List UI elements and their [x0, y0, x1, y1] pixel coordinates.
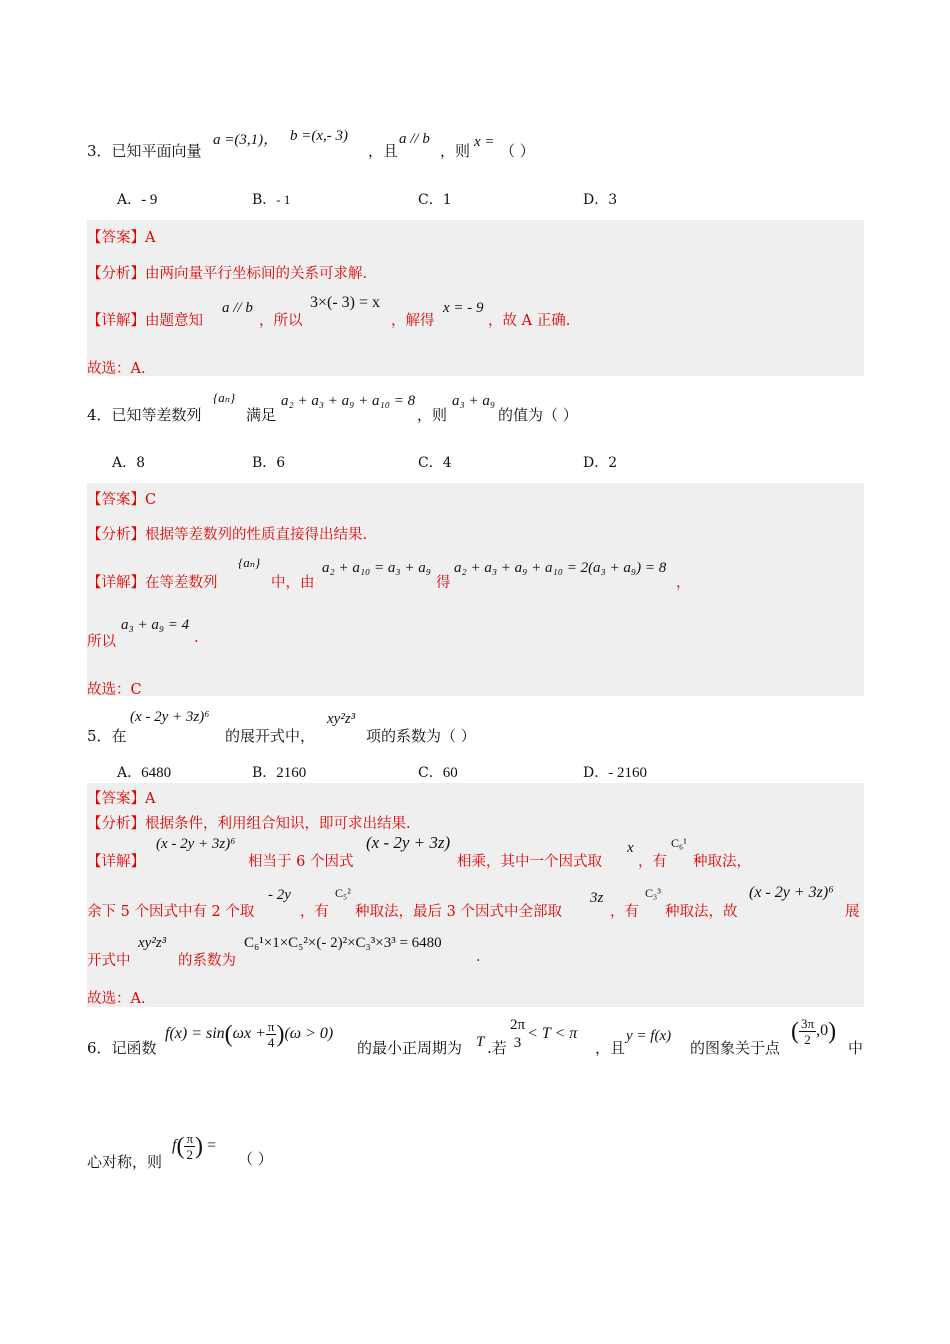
- q6-number: 6．: [87, 1039, 112, 1057]
- q4-detail-eq3: a₃ + a₉ = 4: [121, 617, 190, 633]
- q3-detail-sol: x = - 9: [443, 300, 484, 316]
- q6-stem-d: ，且: [595, 1039, 626, 1057]
- q6-function: f(x) = sin(ωx + $\frac{\pi}{4}$ )(ω > 0): [165, 1018, 334, 1050]
- q5-d2-f: 展: [845, 904, 860, 920]
- q3-option-d: D．3: [583, 192, 618, 208]
- q6-frac-pi-4: $\frac{\pi}{4}$: [267, 1018, 275, 1050]
- q3-option-c: C．1: [418, 192, 452, 208]
- q3-cond: a // b: [399, 131, 430, 147]
- q3-solution-box: [87, 220, 864, 376]
- q3-ask: x =: [474, 134, 495, 150]
- q3-detail-d: ，故 A 正确.: [488, 313, 571, 329]
- q3-vec-a: a =(3,1)，: [213, 132, 279, 148]
- q3-answer: 【答案】A: [87, 230, 156, 246]
- q5-d2-e: 种取法，故: [665, 904, 738, 920]
- q5-analysis: 【分析】根据条件，利用组合知识，即可求出结果.: [87, 816, 411, 832]
- q6-frac-pi-2: $\frac{\pi}{2}$: [186, 1130, 194, 1162]
- q4-option-c: C．4: [418, 455, 452, 471]
- q6-stem: [87, 1037, 157, 1058]
- q4-detail-eq2: a₂ + a₃ + a₉ + a₁₀ = 2(a₃ + a₉) = 8: [454, 560, 667, 576]
- q6-stem-e: 的图象关于点: [690, 1039, 781, 1057]
- q6-f-pi-2: f( $\frac{\pi}{2}$ ) =: [172, 1130, 217, 1162]
- q5-d2-3z: 3z: [590, 890, 604, 906]
- q4-target: a₃ + a₉: [452, 393, 496, 409]
- q3-stem: [87, 140, 202, 161]
- q5-d2-b: ，有: [300, 904, 329, 920]
- q5-option-b: B．2160: [252, 765, 307, 781]
- q4-option-d: D．2: [583, 455, 618, 471]
- q5-choose: 故选：A.: [87, 991, 146, 1007]
- q3-detail-b: ，所以: [259, 313, 303, 329]
- q6-T: T: [476, 1034, 485, 1050]
- q4-detail-e: 所以: [87, 634, 116, 650]
- q5-d1-x: x: [627, 840, 634, 856]
- q6-stem-b: 的最小正周期为: [357, 1039, 463, 1057]
- q3-detail: 【详解】由题意知: [87, 313, 203, 329]
- q5-stem-b: 的展开式中，: [225, 727, 316, 745]
- q4-stem-a: 已知等差数列: [111, 406, 202, 424]
- q6-stem-c: .若: [487, 1039, 507, 1057]
- q6-stem-a: 记函数: [111, 1039, 157, 1057]
- q4-stem-d: 的值为（ ）: [498, 406, 578, 424]
- q4-detail-eq1: a₂ + a₁₀ = a₃ + a₉: [322, 560, 431, 576]
- q6-func-a: f(x) = sin: [165, 1025, 225, 1042]
- q5-d1-b: 相乘，其中一个因式取: [457, 854, 602, 870]
- q4-seq: {aₙ}: [213, 390, 236, 405]
- q3-detail-cond: a // b: [222, 300, 253, 316]
- q5-d2-a: 余下 5 个因式中有 2 个取: [87, 904, 255, 920]
- q3-option-a: A．- 9: [117, 192, 158, 208]
- q5-d3-c: .: [476, 949, 481, 965]
- q6-frac-3pi-2: $\frac{3\pi}{2}$: [801, 1015, 815, 1047]
- q6-f: f: [172, 1137, 177, 1154]
- q6-point: ( $\frac{3\pi}{2}$ ,0): [791, 1015, 837, 1047]
- q4-detail-b: 中，由: [271, 575, 315, 591]
- q4-stem: [87, 404, 202, 425]
- q4-cond: a₂ + a₃ + a₉ + a₁₀ = 8: [281, 393, 416, 409]
- q5-d1-d: 种取法，: [693, 854, 751, 870]
- q6-stem-g: 心对称，则: [87, 1153, 163, 1171]
- q3-number: 3．: [87, 142, 112, 160]
- q4-detail-c: 得: [436, 575, 451, 591]
- q6-stem-f: 中: [848, 1039, 864, 1057]
- q5-d2-c33: C₃³: [645, 886, 661, 900]
- q5-d2-c52: C₅²: [335, 886, 351, 900]
- q5-d2-c: 种取法，最后 3 个因式中全部取: [355, 904, 562, 920]
- q5-d1-factor: (x - 2y + 3z): [366, 833, 451, 852]
- q3-analysis: 【分析】由两向量平行坐标间的关系可求解.: [87, 266, 368, 282]
- q3-option-b: B．- 1: [252, 192, 291, 208]
- q3-vec-b: b =(x,- 3): [290, 128, 349, 144]
- q4-detail: 【详解】在等差数列: [87, 575, 218, 591]
- q5-d2-expr: (x - 2y + 3z)⁶: [749, 884, 834, 901]
- q5-option-c: C．60: [418, 765, 458, 781]
- q6-yfx: y = f(x): [626, 1028, 672, 1044]
- q6-zero: ,0: [816, 1022, 829, 1039]
- q5-d2-m2y: - 2y: [268, 887, 291, 903]
- q6-inequality: [508, 1012, 577, 1056]
- q5-d3-b: 的系数为: [178, 953, 236, 969]
- q3-stem-b: ，且: [368, 142, 399, 160]
- q6-func-b: ωx +: [232, 1025, 266, 1042]
- q5-expr: (x - 2y + 3z)⁶: [130, 709, 210, 725]
- q3-detail-eq: 3×(- 3) = x: [310, 294, 381, 311]
- q4-number: 4．: [87, 406, 112, 424]
- q4-option-b: B．6: [252, 455, 286, 471]
- q5-d1-a: 相当于 6 个因式: [248, 854, 354, 870]
- q5-stem-a: 在: [111, 727, 127, 745]
- q4-answer: 【答案】C: [87, 492, 157, 508]
- q4-detail-f: .: [194, 630, 199, 646]
- q5-d3-a: 开式中: [87, 953, 131, 969]
- q5-d1-c61: C₆¹: [671, 836, 687, 850]
- q5-number: 5．: [87, 727, 112, 745]
- q5-answer: 【答案】A: [87, 791, 156, 807]
- q5-option-d: D．- 2160: [583, 765, 647, 781]
- q4-detail-d: ，: [676, 575, 691, 591]
- q5-d3-term: xy²z³: [138, 935, 167, 951]
- q6-ineq: < T < π: [527, 1025, 578, 1042]
- q5-d2-d: ，有: [610, 904, 639, 920]
- q3-stem-a: 已知平面向量: [111, 142, 202, 160]
- q4-choose: 故选：C: [87, 682, 142, 698]
- q5-stem: [87, 725, 127, 746]
- q5-option-a: A．6480: [117, 765, 172, 781]
- q5-d1-c: ，有: [638, 854, 667, 870]
- q3-detail-c: ，解得: [391, 313, 435, 329]
- q5-stem-c: 项的系数为（ ）: [366, 727, 476, 745]
- q4-stem-c: ，则: [417, 406, 448, 424]
- q3-choose: 故选：A.: [87, 361, 146, 377]
- q6-eq: =: [207, 1137, 217, 1154]
- q6-paren: （ ）: [238, 1150, 273, 1168]
- q4-stem-b: 满足: [246, 406, 277, 424]
- q3-stem-c: ，则: [440, 142, 471, 160]
- q5-d3-calc: C₆¹×1×C₅²×(- 2)²×C₃³×3³ = 6480: [244, 935, 442, 951]
- q3-paren: （ ）: [500, 142, 535, 160]
- q4-detail-seq: {aₙ}: [238, 555, 261, 570]
- q5-term: xy²z³: [327, 711, 356, 727]
- q5-d1-expr: (x - 2y + 3z)⁶: [156, 836, 236, 852]
- q6-func-c: (ω > 0): [284, 1025, 334, 1042]
- q4-analysis: 【分析】根据等差数列的性质直接得出结果.: [87, 527, 368, 543]
- q4-option-a: A．8: [112, 455, 146, 471]
- q6-frac-2pi-3: 2π 3: [510, 1017, 526, 1052]
- q5-detail: 【详解】: [87, 854, 145, 870]
